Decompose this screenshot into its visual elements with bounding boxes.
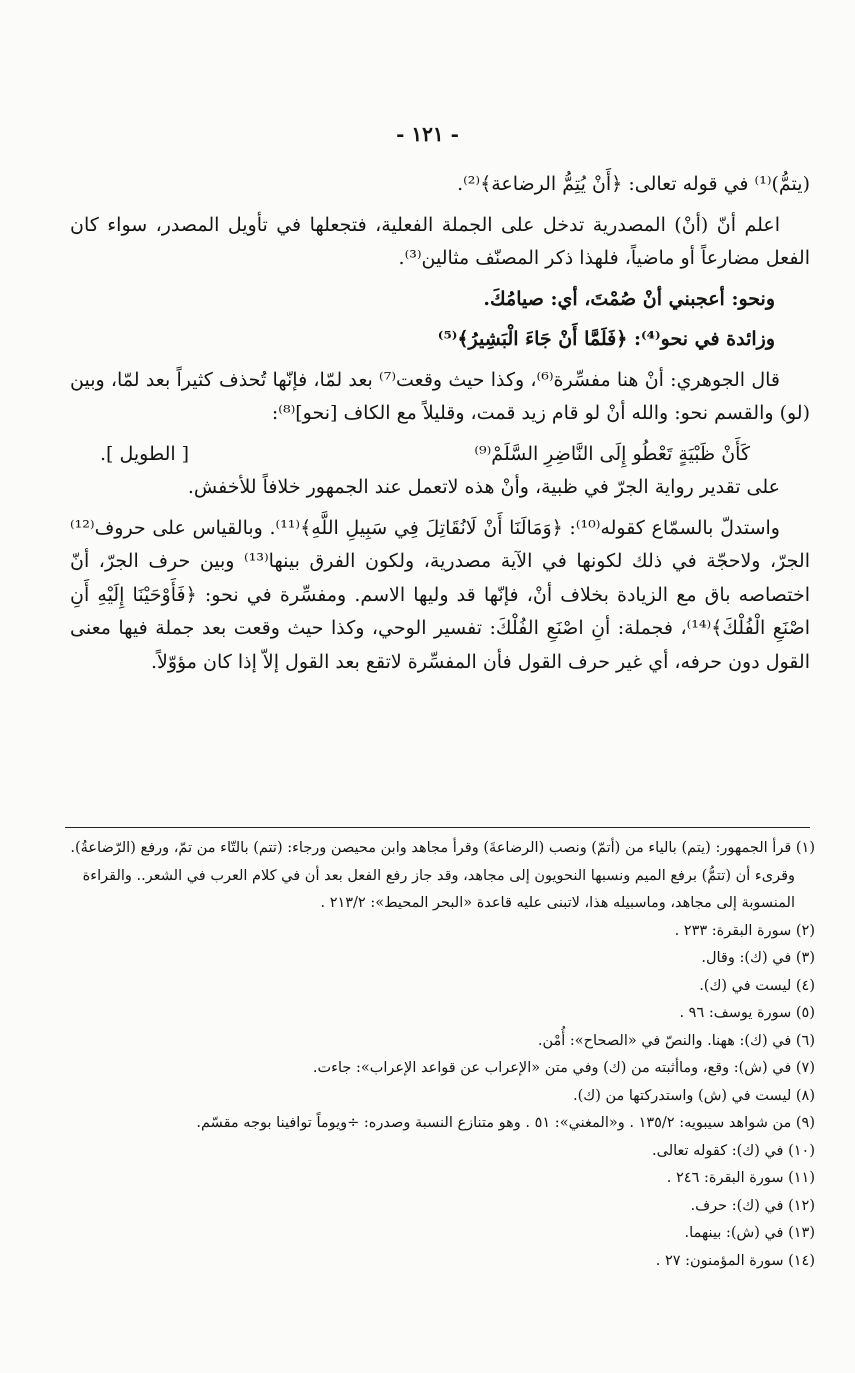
paragraph: اعلم أنّ (أنْ) المصدرية تدخل على الجملة الفعلية، فتجعلها في تأويل المصدر، سواء كان الفعل مضارعاً أو ماضياً، فلهذا ذكر المصنّف مثالين⁽³⁾.: [70, 213, 810, 269]
footnote: (١٣) في (ش): بينهما.: [684, 1225, 815, 1241]
example-line: ونحو: أعجبني أنْ صُمْتَ، أي: صيامُكَ.: [483, 287, 775, 310]
poetry-line: [70, 438, 810, 472]
main-text: [70, 168, 810, 686]
paragraph: واستدلّ بالسمّاع كقوله⁽¹⁰⁾: ﴿وَمَالَنَا أَنْ لَانُقَاتِلَ فِي سَبِيلِ اللَّهِ﴾⁽¹¹⁾. وبالقياس على حروف⁽¹²⁾ الجرّ، ولاحجّة في ذلك لكونها في الآية مصدرية، ولكون الفرق بينها⁽¹³⁾ وبين حرف الجرّ، أنّ اختصاصه باق مع الزيادة بخلاف أنْ، فإنّها قد وليها الاسم. ومفسِّرة في نحو: ﴿فَأَوْحَيْنَا إِلَيْهِ أَنِ اصْنَعِ الْفُلْكَ﴾⁽¹⁴⁾، فجملة: أنِ اصْنَعِ الفُلْكَ: تفسير الوحي، وكذا حيث وقعت بعد جملة فيها معنى القول دون حرفه، أي غير حرف القول فأن المفسِّرة لاتقع بعد القول إلاّ إذا كان مؤوّلاً.: [70, 516, 810, 673]
paragraph: قال الجوهري: أنْ هنا مفسِّرة⁽⁶⁾، وكذا حيث وقعت⁽⁷⁾ بعد لمّا، فإنّها تُحذف كثيراً بعد لمّا، وبين (لو) والقسم نحو: والله أنْ لو قام زيد قمت، وقليلاً مع الكاف [نحو]⁽⁸⁾:: [70, 368, 810, 424]
page-number: - ١٢١ -: [396, 122, 459, 146]
footnote: (٤) ليست في (ك).: [699, 977, 815, 994]
example-line: وزائدة في نحو⁽⁴⁾: ﴿فَلَمَّا أَنْ جَاءَ الْبَشِيرُ﴾⁽⁵⁾: [437, 328, 775, 350]
footnote: (٩) من شواهد سيبويه: ١٣٥/٢ . و«المغني»: ٥١ . وهو متنازع النسبة وصدره: ÷ويوماً توافينا بوجه مقسّم.: [196, 1115, 815, 1131]
footnote: (٣) في (ك): وقال.: [701, 950, 815, 966]
footnote: (٧) في (ش): وقع، وماأثبته من (ك) وفي متن «الإعراب عن قواعد الإعراب»: جاءت.: [312, 1060, 815, 1076]
poetry-verse: كَأَنْ ظَبْيَةٍ تَعْطُو إِلَى النَّاضِرِ السَّلَمْ⁽⁹⁾: [474, 442, 750, 465]
footnotes: [55, 835, 815, 1275]
footnote: (٨) ليست في (ش) واستدركتها من (ك).: [572, 1087, 815, 1104]
footnote: (٥) سورة يوسف: ٩٦ .: [679, 1005, 815, 1021]
paragraph: على تقدير رواية الجرّ في ظبية، وأنْ هذه لاتعمل عند الجمهور خلافاً للأخفش.: [187, 476, 780, 498]
footnote-divider: [65, 827, 810, 828]
footnote: (٢) سورة البقرة: ٢٣٣ .: [674, 922, 815, 939]
footnote: (١١) سورة البقرة: ٢٤٦ .: [666, 1170, 815, 1186]
paragraph: (يتمُّ)⁽¹⁾ في قوله تعالى: ﴿أَنْ يُتِمُّ الرضاعة﴾⁽²⁾.: [457, 173, 810, 195]
footnote: (١) قرأ الجمهور: (يتم) بالياء من (أتمّ) ونصب (الرضاعةَ) وقرأ مجاهد وابن محيصن ورجاء: (تتم) بالتّاء من تمّ، ورفع (الرّضاعةُ).: [70, 840, 815, 856]
footnote: (٦) في (ك): ههنا. والنصّ في «الصحاح»: أُمْن.: [537, 1032, 815, 1049]
footnote-continuation: وقرىء أن (تتمُّ) برفع الميم ونسبها النحويون إلى مجاهد، وقد جاز رفع الفعل بعد أن في كلام العرب في الشعر.. والقراءة المنسوبة إلى مجاهد، وماسبيله هذا، لاتبنى عليه قاعدة «البحر المحيط»: ٢١٣/٢ .: [82, 867, 795, 911]
footnote: (١٠) في (ك): كقوله تعالى.: [652, 1142, 815, 1159]
footnote: (١٢) في (ك): حرف.: [690, 1197, 815, 1214]
footnote: (١٤) سورة المؤمنون: ٢٧ .: [655, 1252, 815, 1269]
poetry-meter: [ الطويل ].: [100, 442, 190, 465]
